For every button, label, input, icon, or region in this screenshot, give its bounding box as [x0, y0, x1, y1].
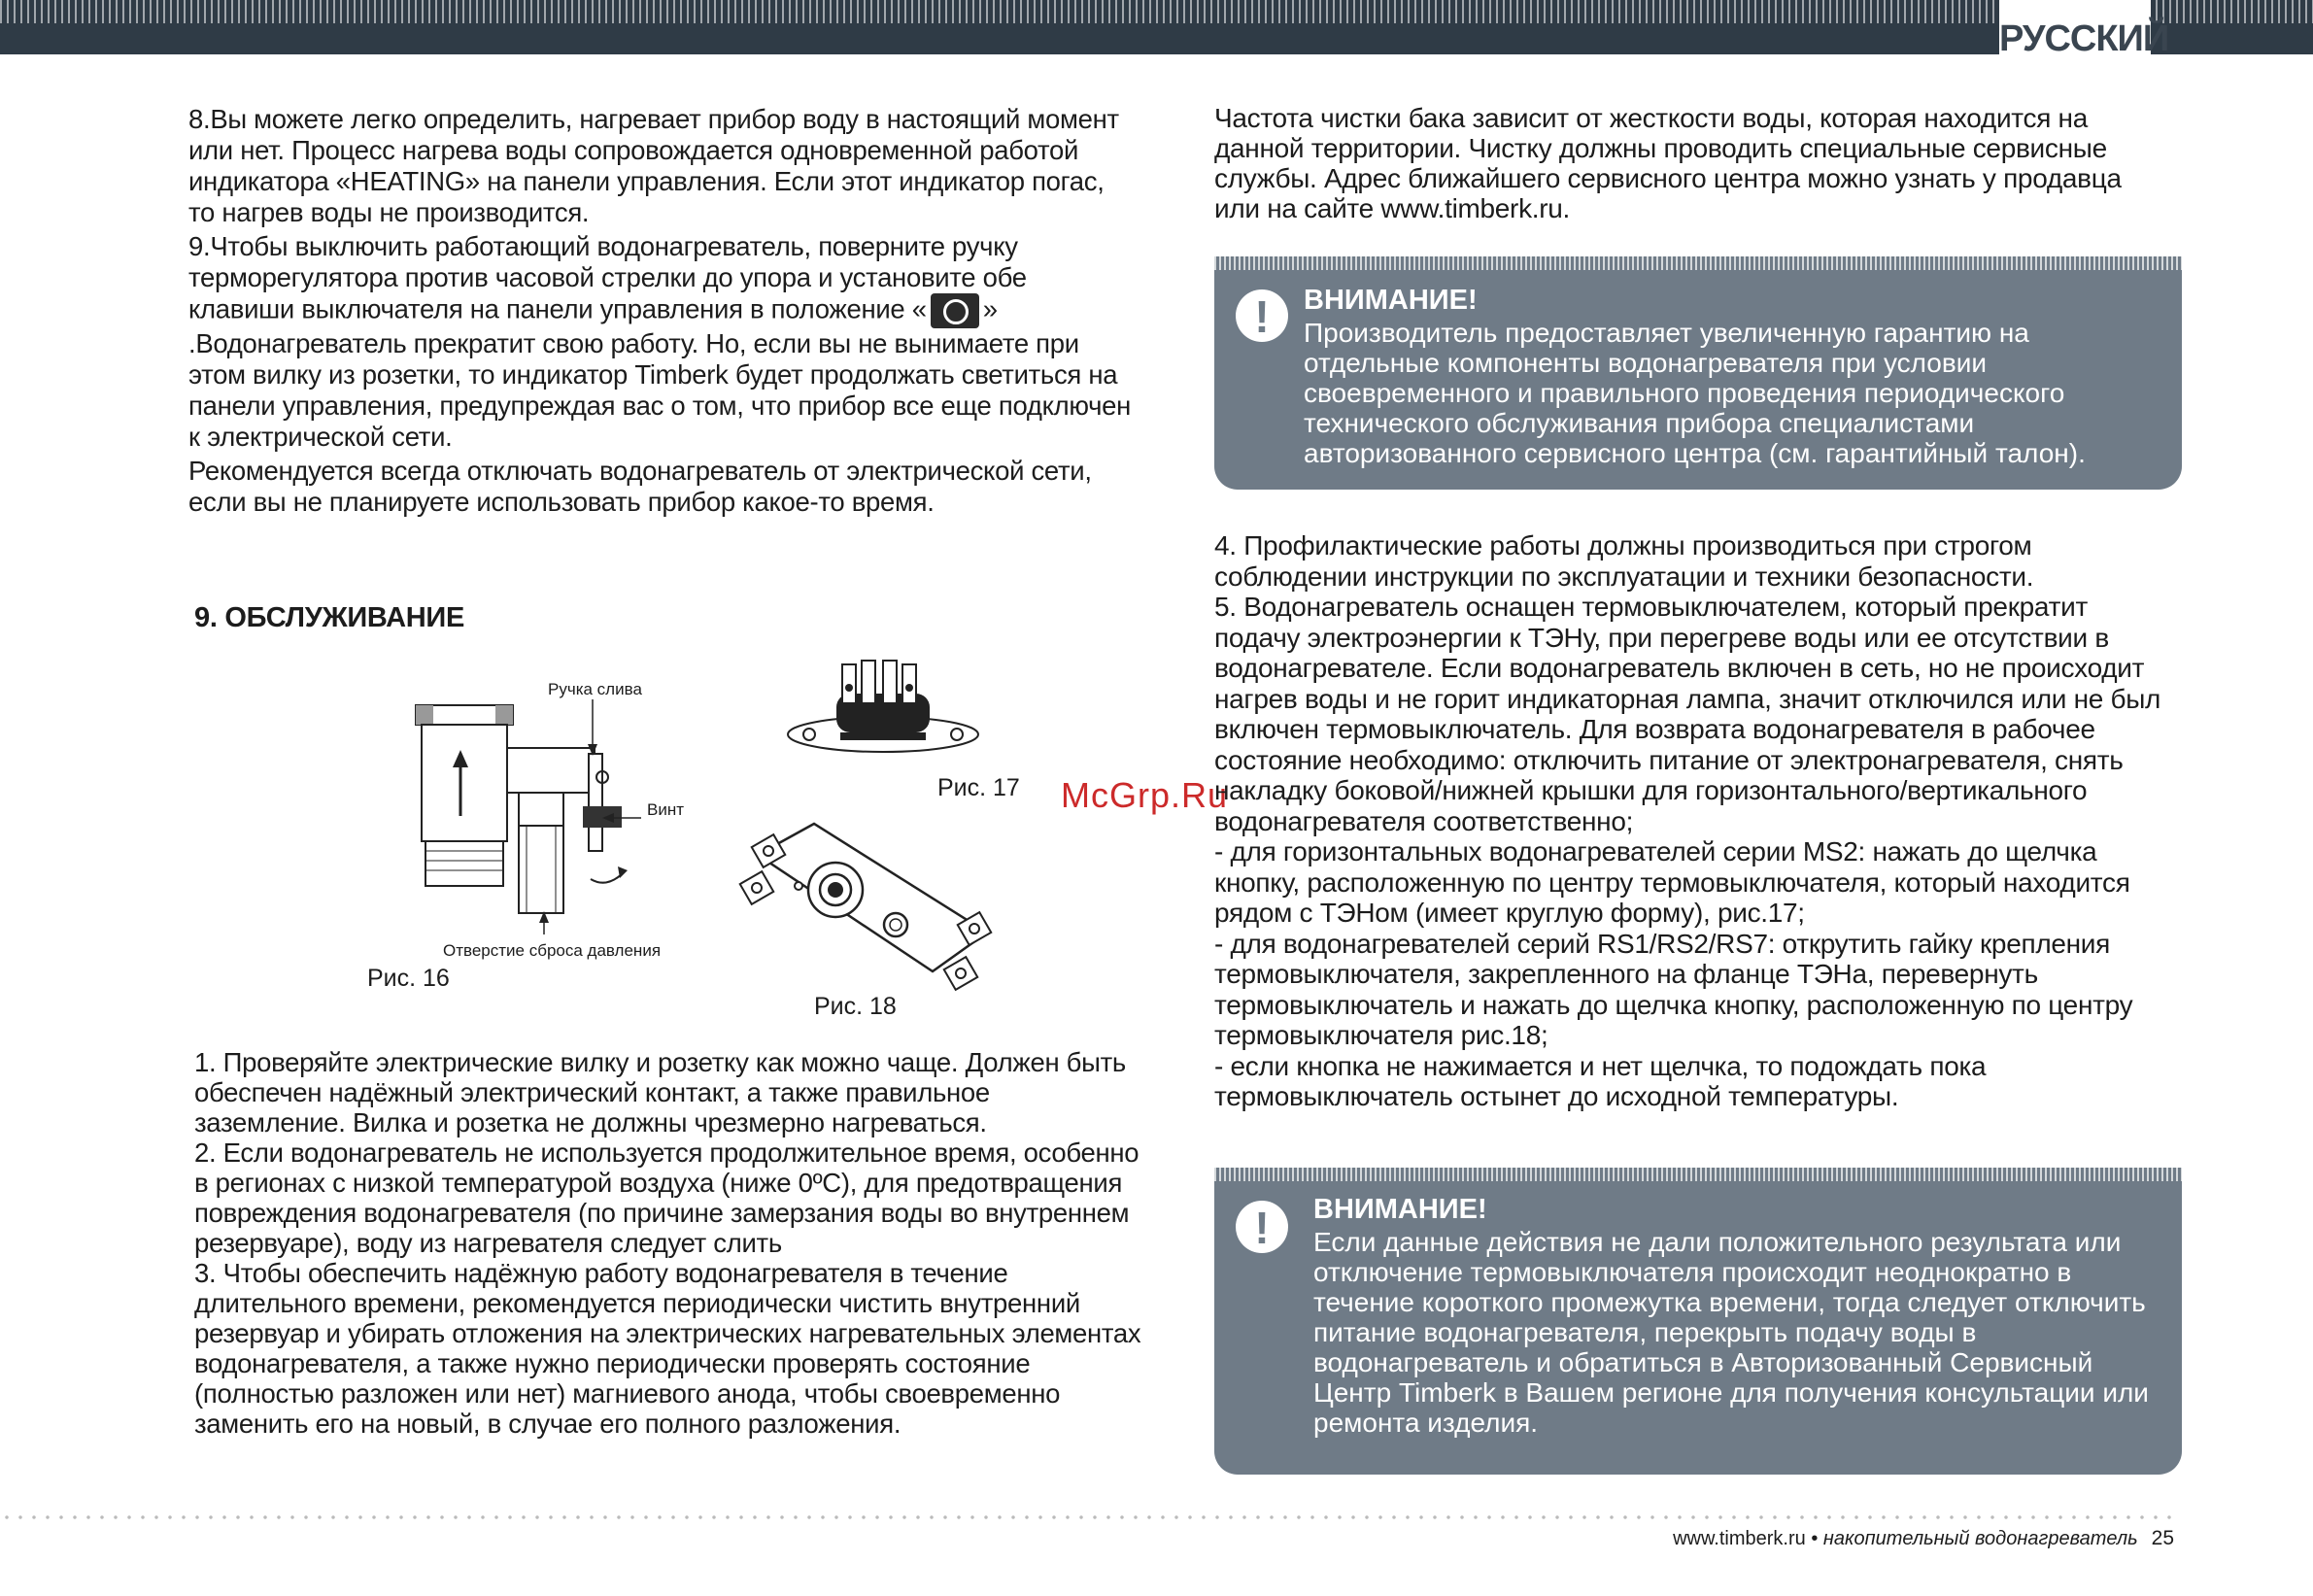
- warning-text: Производитель предоставляет увеличенную гарантию на отдельные компоненты водонагревателя при условии своевременного и правильного проведения периодического технического обслуживания прибора специалистами авторизованного сервисного центра (см. гарантийный талон).: [1304, 318, 2086, 468]
- header-bar: [0, 0, 2313, 54]
- section-title: 9. ОБСЛУЖИВАНИЕ: [194, 602, 464, 633]
- fig16-screw-label: Винт: [647, 800, 685, 819]
- list-item: 2. Если водонагреватель не используется продолжительное время, особенно в регионах с низкой температурой воздуха (ниже 0ºС), для предотвращения повреждения водонагревателя (по причине замерзания воды во внутреннем резервуаре), воду из нагревателя следует слить: [194, 1138, 1139, 1258]
- list-item: 5. Водонагреватель оснащен термовыключателем, который прекратит подачу электроэнергии к ТЭНу, при перегреве воды или ее отсутствии в водонагревателе. Если водонагреватель включен в сеть, но не происходит нагрев воды и не горит индикаторная лампа, значит отключился или не был включен термовыключатель. Для возврата водонагревателя в рабочее состояние необходимо: отключить питание от электронагревателя, снять накладку боковой/нижней крышки для горизонтального/вертикального водонагревателя соответственно;: [1214, 592, 2161, 836]
- list-item: 4. Профилактические работы должны производиться при строгом соблюдении инструкции по эксплуатации и техники безопасности.: [1214, 530, 2034, 592]
- list-item: - если кнопка не нажимается и нет щелчка, то подождать пока термовыключатель остынет до исходной температуры.: [1214, 1050, 1987, 1111]
- knob-off-icon: [931, 293, 979, 328]
- footer-dotted-rule: [0, 1515, 2176, 1519]
- fig18-rod-thermostat-diagram: [738, 816, 996, 1001]
- right-maintenance-list: [1214, 530, 2171, 1112]
- recommendation: Рекомендуется всегда отключать водонагреватель от электрической сети, если вы не планируете использовать прибор какое-то время.: [188, 456, 1092, 517]
- fig16-caption: Рис. 16: [367, 965, 450, 992]
- footer-product: накопительный водонагреватель: [1822, 1528, 2138, 1549]
- warning-box-2: [1214, 1168, 2182, 1475]
- paragraph-8: 8.Вы можете легко определить, нагревает прибор воду в настоящий момент или нет. Процесс нагрева воды сопровождается одновременной работой индикатора «HEATING» на панели управления. Если этот индикатор погас, то нагрев воды не производится.: [188, 104, 1119, 227]
- footer-site: www.timberk.ru: [1673, 1528, 1806, 1549]
- list-item: 1. Проверяйте электрические вилку и розетку как можно чаще. Должен быть обеспечен надёжный электрический контакт, а также правильное заземление. Вилка и розетка не должны чрезмерно нагреваться.: [194, 1047, 1126, 1138]
- paragraph-9: [188, 231, 1136, 453]
- footer: [1673, 1527, 2174, 1550]
- fig16-handle-label: Ручка слива: [548, 680, 642, 698]
- left-top-text: [188, 104, 1136, 521]
- left-maintenance-list: [194, 1047, 1141, 1439]
- paragraph-9-end: » .Водонагреватель прекратит свою работу. Но, если вы не вынимаете при этом вилку из розетки, то индикатор Timberk будет продолжать светиться на панели управления, предупреждая вас о том, что прибор все еще подключен к электрической сети.: [188, 293, 1132, 452]
- fig18-caption: Рис. 18: [814, 993, 897, 1020]
- warning-text: Если данные действия не дали положительного результата или отключение термовыключателя происходит неоднократно в течение короткого промежутка времени, тогда следует отключить питание водонагревателя, перекрыть подачу воды в водонагреватель и обратиться в Авторизованный Сервисный Центр Timberk в Вашем регионе для получения консультации или ремонта изделия.: [1313, 1227, 2149, 1438]
- warning-box-1: [1214, 256, 2182, 490]
- fig16-hole-label: Отверстие сброса давления: [443, 941, 662, 960]
- footer-separator: •: [1805, 1528, 1823, 1549]
- exclamation-icon: !: [1236, 1201, 1288, 1253]
- paragraph-9-start: 9.Чтобы выключить работающий водонагреватель, поверните ручку терморегулятора против часовой стрелки до упора и установите обе клавиши выключателя на панели управления в положение «: [188, 231, 1027, 324]
- right-intro: Частота чистки бака зависит от жесткости воды, которая находится на данной территории. Чистку должны проводить специальные сервисные службы. Адрес ближайшего сервисного центра можно узнать у продавца или на сайте www.timberk.ru.: [1214, 103, 2122, 223]
- warning-content: [1304, 286, 2162, 468]
- list-item: 3. Чтобы обеспечить надёжную работу водонагревателя в течение длительного времени, рекомендуется периодически чистить внутренний резервуар и убирать отложения на электрических нагревательных элементах водонагревателя, а также нужно периодически проверять состояние (полностью разложен или нет) магниевого анода, чтобы своевременно заменить его на новый, в случае его полного разложения.: [194, 1258, 1141, 1439]
- fig17-caption: Рис. 17: [937, 774, 1020, 801]
- list-item: - для горизонтальных водонагревателей серии MS2: нажать до щелчка кнопку, расположенную по центру термовыключателя, который находится рядом с ТЭНом (имеет круглую форму), рис.17;: [1214, 836, 2130, 928]
- warning-title: ВНИМАНИЕ!: [1313, 1194, 1487, 1225]
- exclamation-icon: !: [1236, 289, 1288, 342]
- page-number: 25: [2151, 1527, 2174, 1549]
- watermark: McGrp.Ru: [1061, 775, 1229, 815]
- list-item: - для водонагревателей серий RS1/RS2/RS7: открутить гайку крепления термовыключателя, закрепленного на фланце ТЭНа, перевернуть термовыключатель и нажать до щелчка кнопку, расположенную по центру термовыключателя рис.18;: [1214, 928, 2133, 1050]
- warning-stripes: [1214, 1168, 2182, 1181]
- language-label: РУССКИЙ: [1999, 0, 2151, 60]
- warning-title: ВНИМАНИЕ!: [1304, 285, 1478, 316]
- warning-content: [1313, 1195, 2162, 1438]
- warning-stripes: [1214, 256, 2182, 270]
- fig17-round-thermostat-diagram: [782, 651, 986, 777]
- fig16-drain-valve-diagram: [398, 680, 690, 962]
